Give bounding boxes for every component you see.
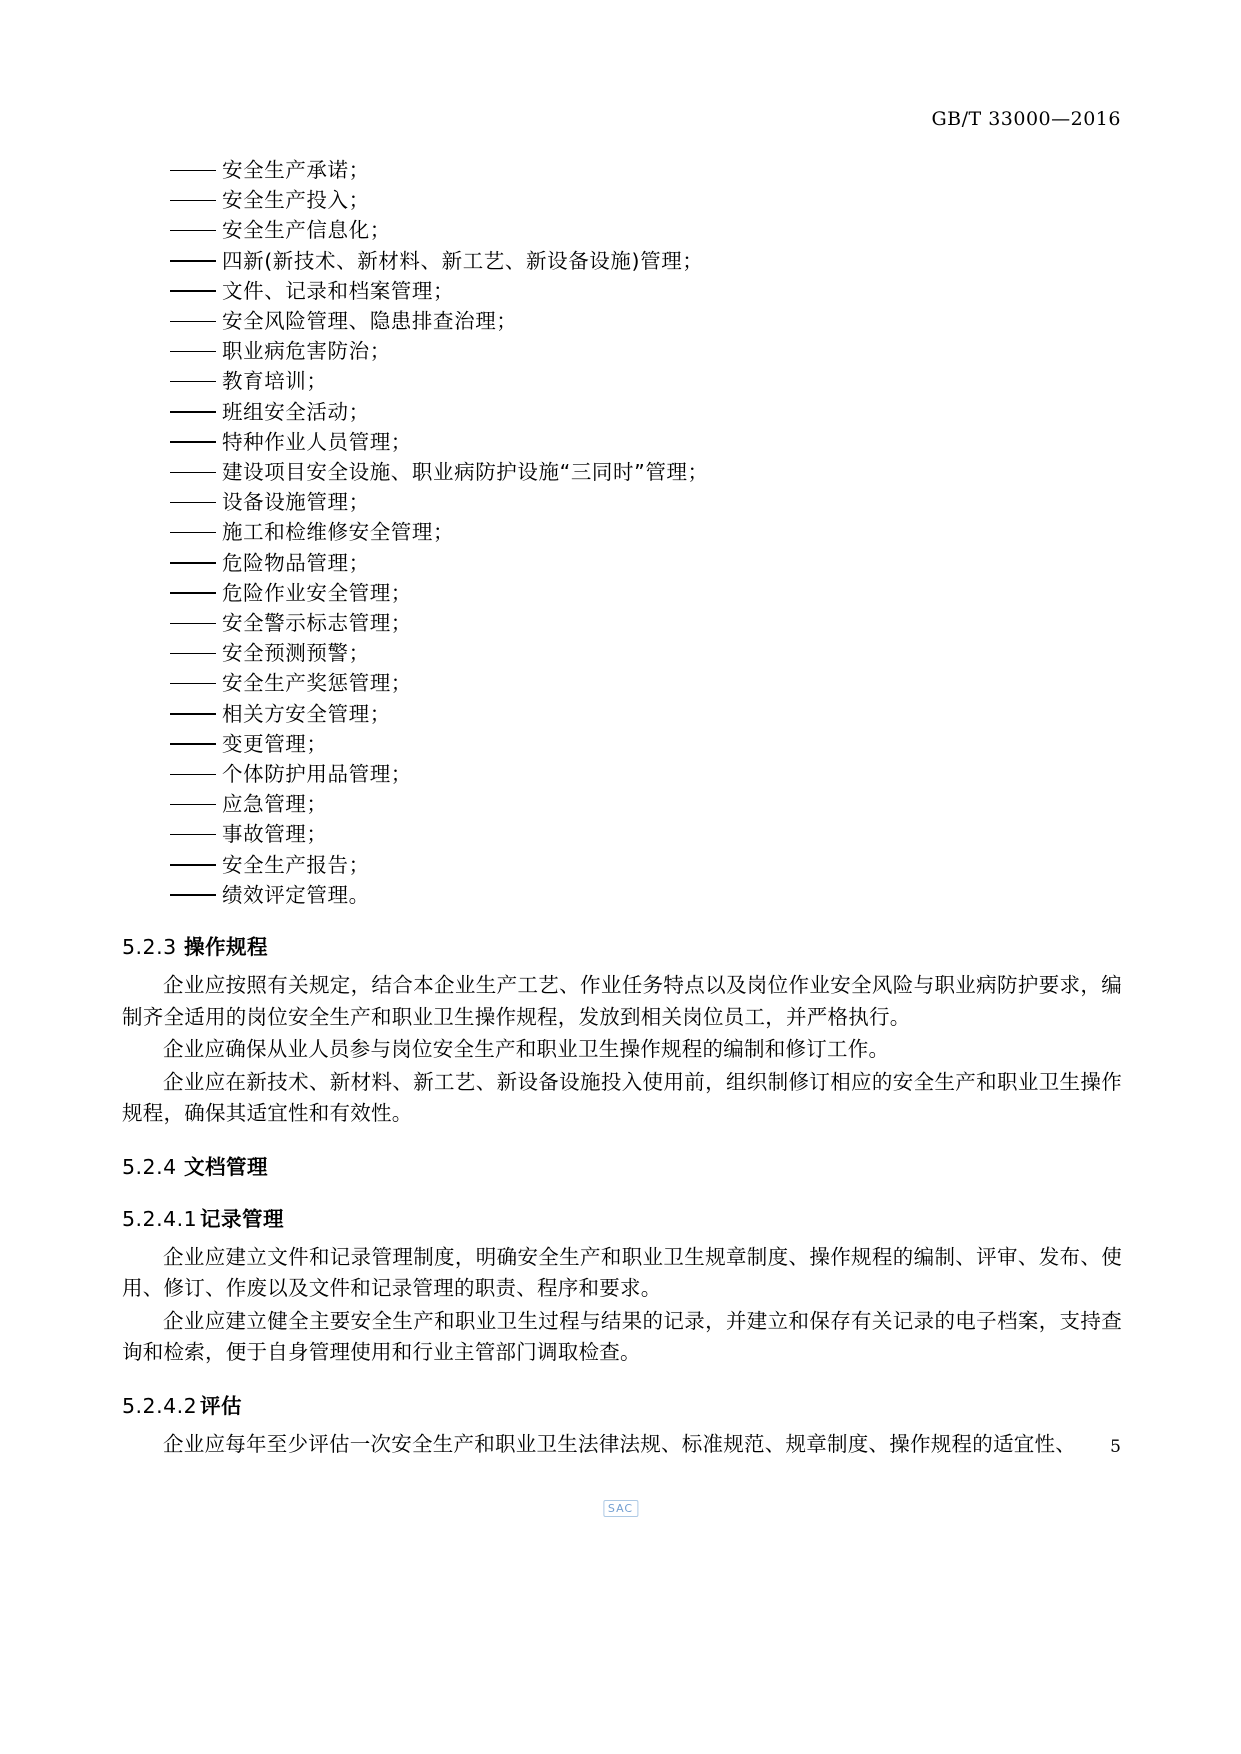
em-dash-icon [170, 653, 222, 654]
list-item: 危险作业安全管理； [122, 578, 1122, 608]
section-title: 记录管理 [200, 1206, 284, 1231]
em-dash-icon [170, 562, 222, 563]
list-item: 变更管理； [122, 729, 1122, 759]
list-item: 绩效评定管理。 [122, 880, 1122, 910]
list-item: 个体防护用品管理； [122, 759, 1122, 789]
em-dash-icon [170, 290, 222, 291]
list-item: 教育培训； [122, 366, 1122, 396]
watermark-label: SAC [603, 1500, 638, 1517]
em-dash-icon [170, 230, 222, 231]
em-dash-icon [170, 713, 222, 714]
em-dash-icon [170, 864, 222, 865]
list-item: 应急管理； [122, 789, 1122, 819]
em-dash-icon [170, 472, 222, 473]
em-dash-icon [170, 200, 222, 201]
sac-watermark [603, 1502, 638, 1515]
section-title: 评估 [200, 1393, 242, 1418]
section-title: 操作规程 [184, 935, 268, 960]
em-dash-icon [170, 411, 222, 412]
section-number: 5.2.4.1 [122, 1206, 198, 1231]
em-dash-icon [170, 804, 222, 805]
em-dash-icon [170, 351, 222, 352]
list-item: 安全警示标志管理； [122, 608, 1122, 638]
dash-list [122, 155, 1122, 910]
paragraph: 企业应每年至少评估一次安全生产和职业卫生法律法规、标准规范、规章制度、操作规程的适宜性、 [163, 1431, 1076, 1456]
section-number: 5.2.4.2 [122, 1393, 198, 1418]
section-title: 文档管理 [184, 1154, 268, 1179]
list-item: 建设项目安全设施、职业病防护设施“三同时”管理； [122, 457, 1122, 487]
page-header: GB/T 33000—2016 [931, 108, 1121, 130]
em-dash-icon [170, 592, 222, 593]
list-item: 设备设施管理； [122, 487, 1122, 517]
section-heading-5-2-3 [122, 932, 1122, 962]
list-item: 安全生产奖惩管理； [122, 668, 1122, 698]
em-dash-icon [170, 170, 222, 171]
paragraph: 企业应建立健全主要安全生产和职业卫生过程与结果的记录，并建立和保存有关记录的电子档案，支持查询和检索，便于自身管理使用和行业主管部门调取检查。 [122, 1308, 1122, 1365]
section-heading-5-2-4-1 [122, 1204, 1122, 1234]
section-heading-5-2-4 [122, 1152, 1122, 1182]
list-item: 施工和检维修安全管理； [122, 517, 1122, 547]
list-item: 安全风险管理、隐患排查治理； [122, 306, 1122, 336]
list-item: 四新(新技术、新材料、新工艺、新设备设施)管理； [122, 246, 1122, 276]
page-number: 5 [1110, 1437, 1121, 1457]
list-item: 安全生产承诺； [122, 155, 1122, 185]
em-dash-icon [170, 834, 222, 835]
em-dash-icon [170, 502, 222, 503]
paragraph: 企业应建立文件和记录管理制度，明确安全生产和职业卫生规章制度、操作规程的编制、评审、发布、使用、修订、作废以及文件和记录管理的职责、程序和要求。 [122, 1244, 1122, 1301]
em-dash-icon [170, 381, 222, 382]
page-content [122, 155, 1122, 1460]
paragraph: 企业应按照有关规定，结合本企业生产工艺、作业任务特点以及岗位作业安全风险与职业病防护要求，编制齐全适用的岗位安全生产和职业卫生操作规程，发放到相关岗位员工，并严格执行。 [122, 973, 1122, 1029]
list-item: 危险物品管理； [122, 548, 1122, 578]
em-dash-icon [170, 894, 222, 895]
list-item: 安全预测预警； [122, 638, 1122, 668]
em-dash-icon [170, 683, 222, 684]
em-dash-icon [170, 774, 222, 775]
section-number: 5.2.3 [122, 935, 177, 960]
em-dash-icon [170, 260, 222, 261]
list-item: 事故管理； [122, 819, 1122, 849]
section-heading-5-2-4-2 [122, 1391, 1122, 1421]
list-item: 文件、记录和档案管理； [122, 276, 1122, 306]
section-number: 5.2.4 [122, 1154, 177, 1179]
em-dash-icon [170, 321, 222, 322]
em-dash-icon [170, 623, 222, 624]
list-item: 相关方安全管理； [122, 699, 1122, 729]
paragraph: 企业应确保从业人员参与岗位安全生产和职业卫生操作规程的编制和修订工作。 [163, 1037, 890, 1062]
list-item: 安全生产投入； [122, 185, 1122, 215]
em-dash-icon [170, 532, 222, 533]
list-item: 职业病危害防治； [122, 336, 1122, 366]
list-item: 特种作业人员管理； [122, 427, 1122, 457]
paragraph: 企业应在新技术、新材料、新工艺、新设备设施投入使用前，组织制修订相应的安全生产和职业卫生操作规程，确保其适宜性和有效性。 [122, 1069, 1122, 1126]
list-item: 安全生产信息化； [122, 215, 1122, 245]
em-dash-icon [170, 441, 222, 442]
list-item: 安全生产报告； [122, 850, 1122, 880]
list-item: 班组安全活动； [122, 397, 1122, 427]
em-dash-icon [170, 743, 222, 744]
